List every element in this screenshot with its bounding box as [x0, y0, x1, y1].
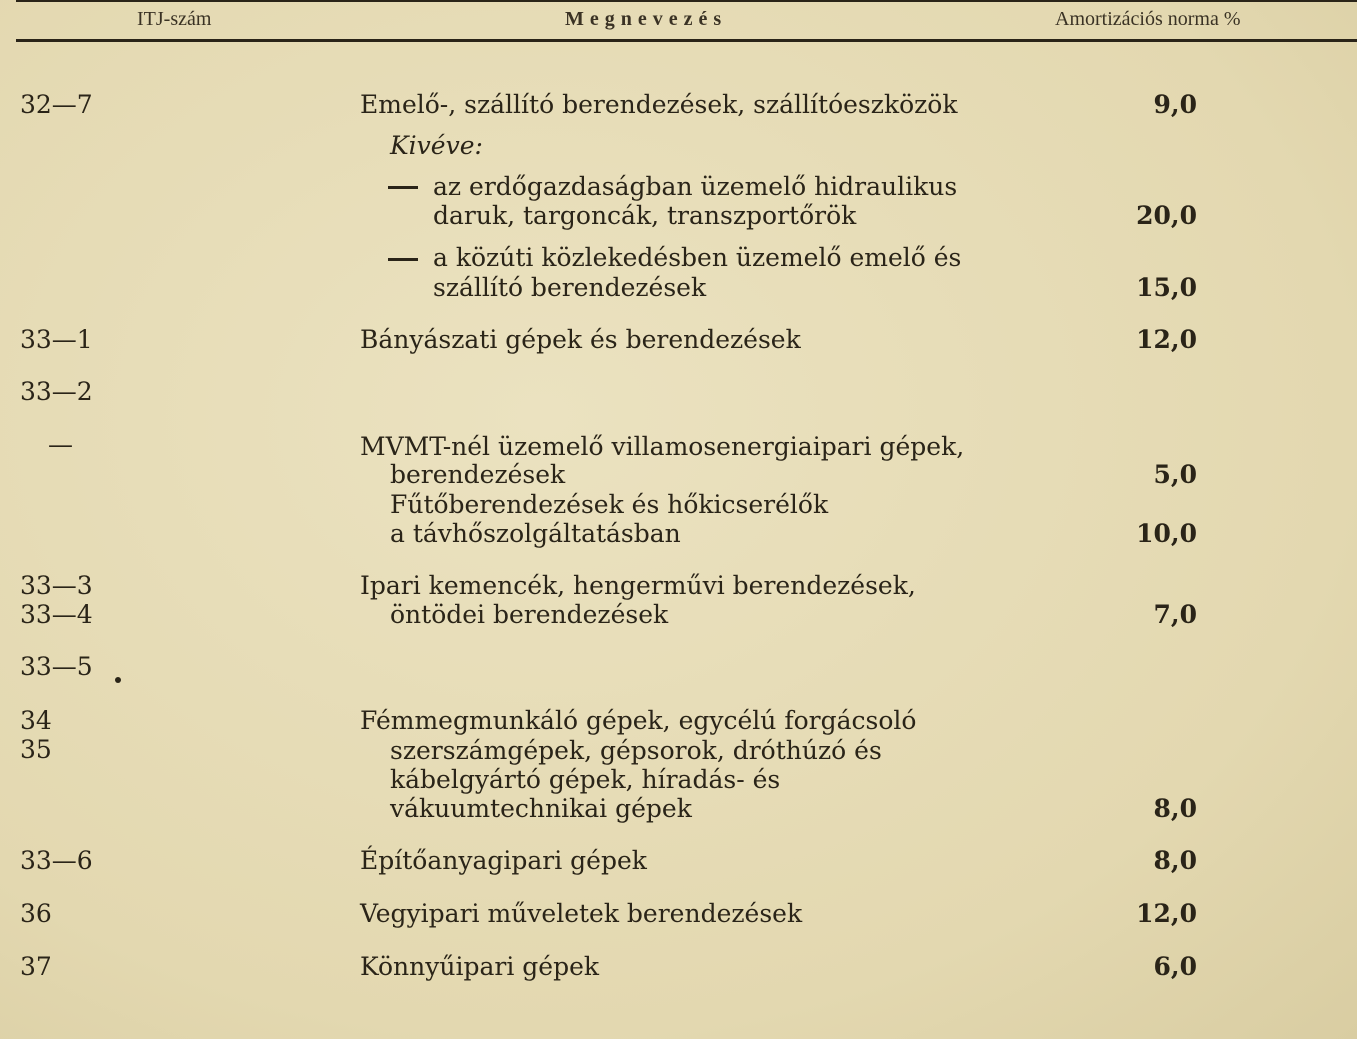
item-description: szerszámgépek, gépsorok, dróthúzó és — [390, 736, 882, 765]
norm-value: 9,0 — [1153, 90, 1197, 119]
itj-code: 33—4 — [20, 600, 93, 629]
header-rule — [16, 39, 1357, 42]
item-description: MVMT-nél üzemelő villamosenergiaipari gépek, — [360, 432, 965, 461]
top-rule — [16, 0, 1357, 2]
norm-value: 8,0 — [1153, 846, 1197, 875]
itj-code: 37 — [20, 952, 52, 981]
bullet-dash — [388, 186, 418, 189]
itj-code: 33—6 — [20, 846, 93, 875]
exception-item-line: a közúti közlekedésben üzemelő emelő és — [433, 243, 962, 272]
item-description: öntödei berendezések — [390, 600, 669, 629]
bullet-dash — [388, 258, 418, 261]
norm-value: 10,0 — [1136, 519, 1197, 548]
norm-value: 12,0 — [1136, 325, 1197, 354]
norm-value: 20,0 — [1136, 201, 1197, 230]
item-description: kábelgyártó gépek, híradás- és — [390, 765, 781, 794]
norm-value: 15,0 — [1136, 273, 1197, 302]
norm-value: 7,0 — [1153, 600, 1197, 629]
item-description: Fémmegmunkáló gépek, egycélú forgácsoló — [360, 706, 917, 735]
header-name: Megnevezés — [565, 8, 728, 30]
itj-code: 33—5 — [20, 652, 93, 681]
norm-value: 5,0 — [1153, 460, 1197, 489]
norm-value: 6,0 — [1153, 952, 1197, 981]
itj-code: 35 — [20, 735, 52, 764]
ink-dot — [115, 677, 121, 683]
itj-code: 33—1 — [20, 325, 93, 354]
item-description: vákuumtechnikai gépek — [390, 794, 692, 823]
exception-item-line: daruk, targoncák, transzportőrök — [433, 201, 857, 230]
itj-code: — — [48, 430, 73, 459]
header-itj: ITJ-szám — [137, 8, 212, 30]
itj-code: 33—3 — [20, 571, 93, 600]
header-norm: Amortizációs norma % — [1055, 8, 1241, 30]
item-description: Fűtőberendezések és hőkicserélők — [390, 490, 829, 519]
item-description: Könnyűipari gépek — [360, 952, 600, 981]
item-description: Építőanyagipari gépek — [360, 846, 647, 875]
norm-value: 12,0 — [1136, 899, 1197, 928]
item-description: Ipari kemencék, hengerművi berendezések, — [360, 571, 916, 600]
item-description: Vegyipari műveletek berendezések — [360, 899, 803, 928]
exception-label: Kivéve: — [390, 131, 483, 160]
item-description: Bányászati gépek és berendezések — [360, 325, 801, 354]
exception-item-line: szállító berendezések — [433, 273, 707, 302]
itj-code: 32—7 — [20, 90, 93, 119]
norm-value: 8,0 — [1153, 794, 1197, 823]
item-description: a távhőszolgáltatásban — [390, 519, 681, 548]
itj-code: 34 — [20, 706, 52, 735]
item-description: berendezések — [390, 460, 566, 489]
exception-item-line: az erdőgazdaságban üzemelő hidraulikus — [433, 172, 958, 201]
item-description: Emelő-, szállító berendezések, szállítóeszközök — [360, 90, 958, 119]
itj-code: 36 — [20, 899, 52, 928]
itj-code: 33—2 — [20, 377, 93, 406]
